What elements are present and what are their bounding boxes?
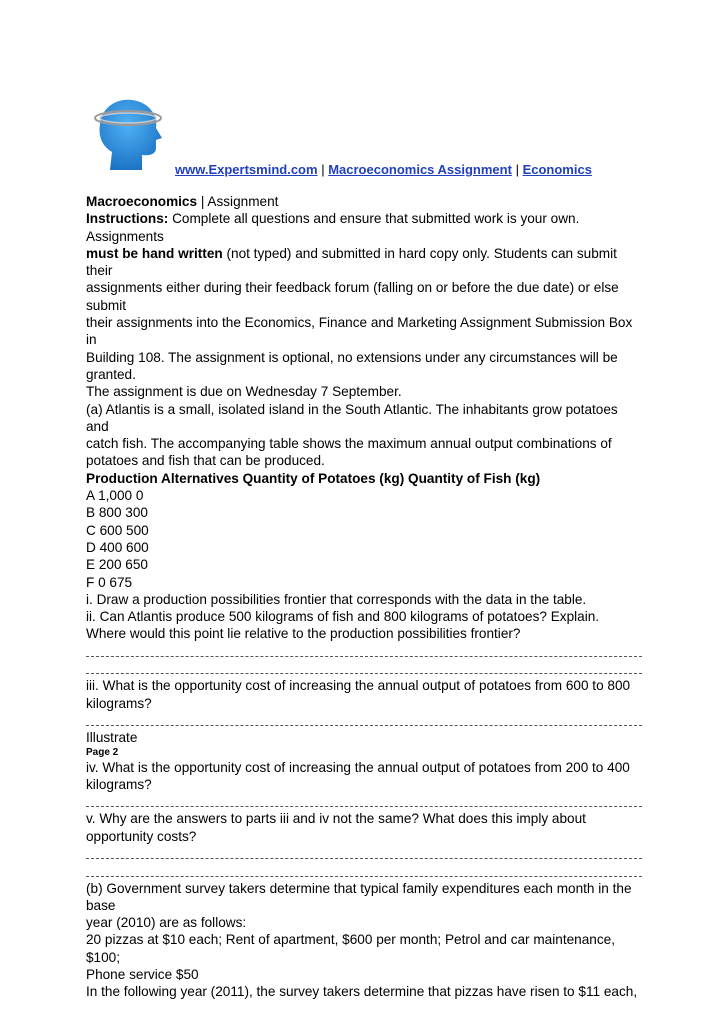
text-line: Building 108. The assignment is optional, no extensions under any circumstances will be bbox=[86, 349, 618, 365]
answer-line bbox=[86, 862, 642, 879]
text-line: Phone service $50 bbox=[86, 967, 199, 983]
subject-line bbox=[86, 193, 642, 210]
text-line: granted. bbox=[86, 366, 136, 382]
text-line: base bbox=[86, 897, 116, 913]
subject-title: Macroeconomics bbox=[86, 194, 198, 209]
instructions-line bbox=[86, 210, 642, 227]
hand-written-bold: must be hand written bbox=[86, 245, 223, 261]
text-line: their bbox=[86, 263, 113, 279]
table-row: F 0 675 bbox=[86, 574, 133, 590]
question-v-continued: opportunity costs? bbox=[86, 828, 197, 844]
illustrate-label: Illustrate bbox=[86, 730, 138, 746]
question-iii-continued: kilograms? bbox=[86, 695, 152, 711]
separator: | bbox=[515, 162, 519, 177]
text-line: potatoes and fish that can be produced. bbox=[86, 453, 325, 469]
table-row: C 600 500 bbox=[86, 522, 149, 538]
question-a-line: (a) Atlantis is a small, isolated island in the South Atlantic. The inhabitants grow potatoes bbox=[86, 401, 618, 417]
text-line: submit bbox=[86, 297, 127, 313]
question-i: i. Draw a production possibilities frontier that corresponds with the data in the table. bbox=[86, 591, 587, 607]
table-row: E 200 650 bbox=[86, 557, 148, 573]
text-line: and bbox=[86, 418, 109, 434]
instructions-text: Complete all questions and ensure that submitted work is your own. bbox=[168, 211, 580, 227]
table-row: D 400 600 bbox=[86, 539, 149, 555]
text-line: catch fish. The accompanying table shows the maximum annual output combinations of bbox=[86, 436, 612, 452]
hand-written-rest: (not typed) and submitted in hard copy only. Students can submit bbox=[222, 245, 617, 261]
question-ii: ii. Can Atlantis produce 500 kilograms of fish and 800 kilograms of potatoes? Explain. bbox=[86, 609, 600, 625]
question-iv: iv. What is the opportunity cost of increasing the annual output of potatoes from 200 to 400 bbox=[86, 759, 630, 775]
answer-line bbox=[86, 643, 642, 660]
question-ii-continued: Where would this point lie relative to the production possibilities frontier? bbox=[86, 626, 521, 642]
economics-link[interactable]: Economics bbox=[522, 162, 592, 177]
hand-written-line bbox=[86, 245, 642, 262]
subject-rest: | Assignment bbox=[197, 194, 279, 209]
question-iii: iii. What is the opportunity cost of increasing the annual output of potatoes from 600 to 800 bbox=[86, 678, 631, 694]
text-line: Assignments bbox=[86, 228, 164, 244]
question-iv-continued: kilograms? bbox=[86, 776, 152, 792]
text-line: their assignments into the Economics, Finance and Marketing Assignment Submission Box bbox=[86, 315, 633, 331]
text-line: year (2010) are as follows: bbox=[86, 915, 247, 931]
due-date-line: The assignment is due on Wednesday 7 September. bbox=[86, 384, 402, 400]
expertsmind-link[interactable]: www.Expertsmind.com bbox=[175, 162, 318, 177]
answer-line bbox=[86, 793, 642, 810]
macroeconomics-assignment-link[interactable]: Macroeconomics Assignment bbox=[328, 162, 512, 177]
text-line: 20 pizzas at $10 each; Rent of apartment, $600 per month; Petrol and car maintenance, bbox=[86, 932, 615, 948]
answer-line bbox=[86, 712, 642, 729]
answer-line bbox=[86, 660, 642, 677]
table-row: B 800 300 bbox=[86, 505, 148, 521]
table-row: A 1,000 0 bbox=[86, 488, 144, 504]
answer-line bbox=[86, 845, 642, 862]
document-body bbox=[86, 193, 642, 1001]
instructions-label: Instructions: bbox=[86, 211, 169, 227]
header-links bbox=[175, 162, 592, 177]
head-logo-icon bbox=[88, 92, 168, 174]
page-number: Page 2 bbox=[86, 746, 119, 758]
separator: | bbox=[321, 162, 325, 177]
text-line: In the following year (2011), the survey takers determine that pizzas have risen to $11 each, bbox=[86, 984, 638, 1000]
table-header: Production Alternatives Quantity of Potatoes (kg) Quantity of Fish (kg) bbox=[86, 470, 541, 486]
text-line: in bbox=[86, 332, 97, 348]
question-v: v. Why are the answers to parts iii and iv not the same? What does this imply about bbox=[86, 811, 586, 827]
question-b: (b) Government survey takers determine that typical family expenditures each month in the bbox=[86, 880, 632, 896]
text-line: assignments either during their feedback forum (falling on or before the due date) or else bbox=[86, 280, 619, 296]
text-line: $100; bbox=[86, 949, 121, 965]
